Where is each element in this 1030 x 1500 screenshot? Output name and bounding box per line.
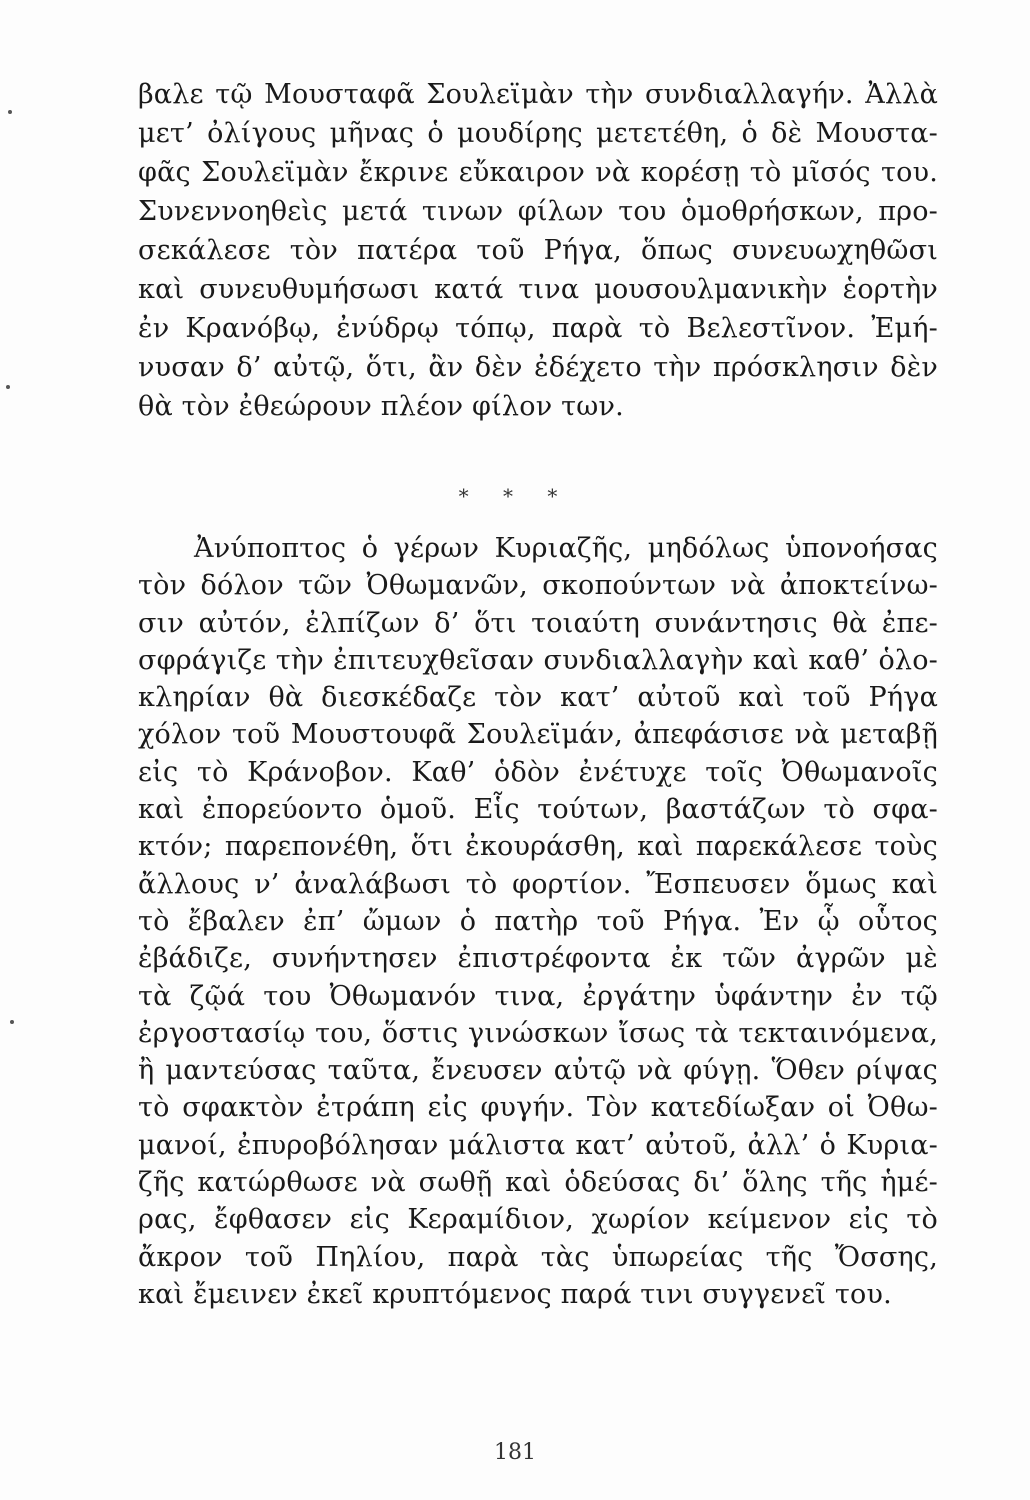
text-line: ἢ μαντεύσας ταῦτα, ἔνευσεν αὐτῷ νὰ φύγῃ. Ὅθεν ρίψας [138,1055,938,1087]
text-line: ἐν Κρανόβῳ, ἐνύδρῳ τόπῳ, παρὰ τὸ Βελεστῖνον. Ἐμή- [138,313,938,344]
scan-speck [10,1020,14,1024]
text-line: ἄλλους ν’ ἀναλάβωσι τὸ φορτίον. Ἔσπευσεν ὅμως καὶ [138,868,938,900]
text-line: καὶ ἐπορεύοντο ὁμοῦ. Εἷς τούτων, βαστάζων τὸ σφα- [138,794,938,826]
paragraph-1 [138,75,938,426]
text-line: θὰ τὸν ἐθεώρουν πλέον φίλον των. [138,391,624,422]
text-line: ζῆς κατώρθωσε νὰ σωθῇ καὶ ὁδεύσας δι’ ὅλης τῆς ἡμέ- [138,1167,938,1199]
text-line: νυσαν δ’ αὐτῷ, ὅτι, ἂν δὲν ἐδέχετο τὴν πρόσκλησιν δὲν [138,352,938,383]
text-line: χόλον τοῦ Μουστουφᾶ Σουλεϊμάν, ἀπεφάσισε νὰ μεταβῇ [138,719,938,751]
text-line: Συνεννοηθεὶς μετά τινων φίλων του ὁμοθρήσκων, προ- [138,196,938,227]
text-line: σφράγιζε τὴν ἐπιτευχθεῖσαν συνδιαλλαγὴν καὶ καθ’ ὁλο- [138,644,938,676]
text-line: εἰς τὸ Κράνοβον. Καθ’ ὁδὸν ἐνέτυχε τοῖς Ὀθωμανοῖς [138,756,938,788]
section-separator: * * * [458,484,572,508]
text-line: τὸ σφακτὸν ἐτράπη εἰς φυγήν. Τὸν κατεδίωξαν οἱ Ὀθω- [138,1092,938,1124]
text-line: σιν αὐτόν, ἐλπίζων δ’ ὅτι τοιαύτη συνάντησις θὰ ἐπε- [138,607,938,639]
text-line: φᾶς Σουλεϊμὰν ἔκρινε εὔκαιρον νὰ κορέσῃ τὸ μῖσός του. [138,157,938,188]
text-line: σεκάλεσε τὸν πατέρα τοῦ Ρήγα, ὅπως συνευωχηθῶσι [138,235,938,266]
text-line: μανοί, ἐπυροβόλησαν μάλιστα κατ’ αὐτοῦ, ἀλλ’ ὁ Κυρια- [138,1129,938,1161]
text-line: καὶ ἔμεινεν ἐκεῖ κρυπτόμενος παρά τινι συγγενεῖ του. [138,1278,892,1310]
scan-speck [6,385,10,389]
text-line: τὰ ζῷά του Ὀθωμανόν τινα, ἐργάτην ὑφάντην ἐν τῷ [138,980,938,1012]
text-line: καὶ συνευθυμήσωσι κατά τινα μουσουλμανικὴν ἑορτὴν [138,274,938,305]
paragraph-2 [138,530,938,1313]
text-line: ἄκρον τοῦ Πηλίου, παρὰ τὰς ὑπωρείας τῆς Ὄσσης, [138,1241,938,1273]
text-line: ἐργοστασίῳ του, ὅστις γινώσκων ἴσως τὰ τεκταινόμενα, [138,1017,938,1049]
text-line: ἐβάδιζε, συνήντησεν ἐπιστρέφοντα ἐκ τῶν ἀγρῶν μὲ [138,943,938,975]
scan-speck [8,110,12,114]
text-line: κτόν; παρεπονέθη, ὅτι ἐκουράσθη, καὶ παρεκάλεσε τοὺς [138,831,938,863]
text-line: κληρίαν θὰ διεσκέδαζε τὸν κατ’ αὐτοῦ καὶ τοῦ Ρήγα [138,682,938,714]
text-line: τὸ ἔβαλεν ἐπ’ ὤμων ὁ πατὴρ τοῦ Ρήγα. Ἐν ᾧ οὗτος [138,905,938,937]
page-number: 181 [494,1440,536,1465]
text-line: μετ’ ὀλίγους μῆνας ὁ μουδίρης μετετέθη, ὁ δὲ Μουστα- [138,118,938,149]
text-line: βαλε τῷ Μουσταφᾶ Σουλεϊμὰν τὴν συνδιαλλαγήν. Ἀλλὰ [138,79,938,110]
text-line: Ἀνύποπτος ὁ γέρων Κυριαζῆς, μηδόλως ὑπονοήσας [194,533,938,564]
text-line: ρας, ἔφθασεν εἰς Κεραμίδιον, χωρίον κείμενον εἰς τὸ [138,1204,938,1236]
text-line: τὸν δόλον τῶν Ὀθωμανῶν, σκοπούντων νὰ ἀποκτείνω- [138,570,938,602]
